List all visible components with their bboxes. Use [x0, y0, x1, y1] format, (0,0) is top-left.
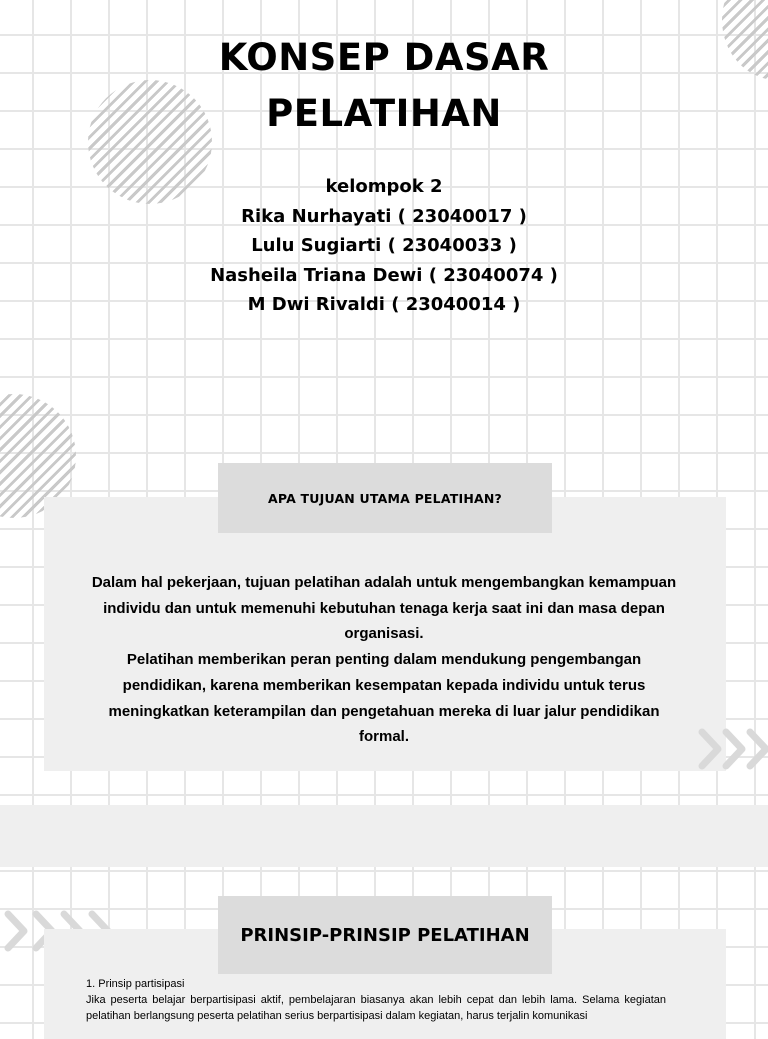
principle-text: Jika peserta belajar berpartisipasi aktif, pembelajaran biasanya akan lebih cepat dan lebih lama. Selama kegiatan pelatihan berlangsung peserta pelatihan serius berpartisipasi dalam kegiatan, harus terjalin komunikasi — [86, 994, 666, 1022]
section-2-body — [86, 976, 666, 1024]
group-members — [0, 172, 768, 320]
section-2-heading: PRINSIP-PRINSIP PELATIHAN — [218, 896, 552, 974]
member-item: Lulu Sugiarti ( 23040033 ) — [251, 235, 517, 256]
section-1-body — [88, 570, 680, 750]
section-1-heading: APA TUJUAN UTAMA PELATIHAN? — [218, 463, 552, 533]
page-title-line-1: KONSEP DASAR — [218, 36, 550, 79]
separator-band — [0, 805, 768, 867]
member-item: Nasheila Triana Dewi ( 23040074 ) — [210, 264, 558, 286]
member-item: Rika Nurhayati ( 23040017 ) — [241, 205, 527, 227]
section-1-paragraph: Dalam hal pekerjaan, tujuan pelatihan adalah untuk mengembangkan kemampuan individu dan untuk memenuhi kebutuhan tenaga kerja saat ini dan masa depan organisasi. — [91, 574, 677, 643]
group-name: kelompok 2 — [325, 176, 443, 197]
section-1-paragraph: Pelatihan memberikan peran penting dalam mendukung pengembangan pendidikan, karena memberikan kesempatan kepada individu untuk terus meningkatkan keterampilan dan pengetahuan mereka di luar jalur pendidikan formal. — [108, 651, 660, 746]
principle-title: 1. Prinsip partisipasi — [86, 978, 185, 990]
member-item: M Dwi Rivaldi ( 23040014 ) — [247, 294, 521, 315]
page-title-line-2: PELATIHAN — [266, 92, 502, 135]
chevron-arrows-decoration — [696, 724, 768, 774]
page-title — [0, 30, 768, 142]
